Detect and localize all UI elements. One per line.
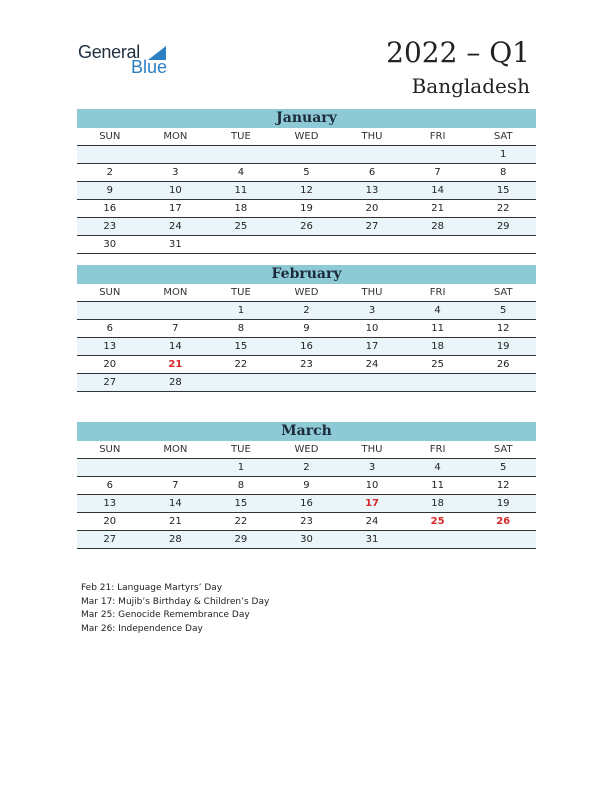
day-cell: 31 — [143, 236, 209, 254]
empty-day-cell — [274, 374, 340, 392]
empty-day-cell — [143, 459, 209, 477]
empty-day-cell — [470, 374, 536, 392]
day-cell: 24 — [339, 356, 405, 374]
day-cell: 16 — [77, 200, 143, 218]
week-row — [77, 356, 536, 374]
day-cell: 13 — [77, 495, 143, 513]
week-row — [77, 459, 536, 477]
empty-day-cell — [274, 146, 340, 164]
month-header: February — [77, 265, 536, 284]
day-cell: 10 — [143, 182, 209, 200]
day-cell: 16 — [274, 338, 340, 356]
day-cell: 1 — [470, 146, 536, 164]
week-row — [77, 200, 536, 218]
week-row — [77, 374, 536, 392]
weekday-label: TUE — [208, 441, 274, 459]
day-cell: 11 — [405, 320, 471, 338]
day-cell: 25 — [405, 356, 471, 374]
weekday-label: FRI — [405, 128, 471, 146]
day-cell: 2 — [274, 459, 340, 477]
day-cell: 18 — [405, 338, 471, 356]
week-row — [77, 513, 536, 531]
empty-day-cell — [339, 236, 405, 254]
day-cell: 7 — [143, 477, 209, 495]
weekday-label: TUE — [208, 284, 274, 302]
day-cell: 25 — [208, 218, 274, 236]
day-cell: 18 — [208, 200, 274, 218]
weekday-label: THU — [339, 284, 405, 302]
weekday-label: SAT — [470, 284, 536, 302]
holiday-note: Feb 21: Language Martyrs’ Day — [81, 583, 223, 593]
day-cell: 7 — [143, 320, 209, 338]
empty-day-cell — [77, 302, 143, 320]
empty-day-cell — [208, 146, 274, 164]
day-cell: 9 — [274, 320, 340, 338]
day-cell: 28 — [143, 531, 209, 549]
day-cell: 2 — [274, 302, 340, 320]
weekday-label: THU — [339, 441, 405, 459]
weekday-label: MON — [143, 441, 209, 459]
holiday-day-cell: 25 — [405, 513, 471, 531]
day-cell: 3 — [143, 164, 209, 182]
day-cell: 10 — [339, 477, 405, 495]
logo-general-text: General — [78, 42, 140, 62]
weekday-label: MON — [143, 128, 209, 146]
day-cell: 16 — [274, 495, 340, 513]
day-cell: 10 — [339, 320, 405, 338]
day-cell: 13 — [77, 338, 143, 356]
week-row — [77, 146, 536, 164]
holiday-note: Mar 26: Independence Day — [81, 623, 203, 634]
day-cell: 28 — [143, 374, 209, 392]
week-row — [77, 164, 536, 182]
day-cell: 27 — [77, 531, 143, 549]
weekday-label: WED — [274, 441, 340, 459]
month-grid — [77, 284, 536, 392]
empty-day-cell — [208, 374, 274, 392]
day-cell: 6 — [77, 320, 143, 338]
day-cell: 6 — [339, 164, 405, 182]
empty-day-cell — [143, 146, 209, 164]
weekday-label: WED — [274, 128, 340, 146]
empty-day-cell — [274, 236, 340, 254]
weekday-label: MON — [143, 284, 209, 302]
holiday-note: Mar 17: Mujib’s Birthday & Children’s Day — [81, 596, 270, 607]
empty-day-cell — [470, 531, 536, 549]
page-title: 2022 – Q1 — [386, 36, 530, 69]
day-cell: 27 — [339, 218, 405, 236]
weekday-label: SUN — [77, 128, 143, 146]
day-cell: 4 — [405, 302, 471, 320]
day-cell: 31 — [339, 531, 405, 549]
week-row — [77, 320, 536, 338]
month-header: March — [77, 422, 536, 441]
day-cell: 19 — [470, 338, 536, 356]
day-cell: 22 — [208, 513, 274, 531]
holiday-notes — [81, 582, 269, 636]
day-cell: 12 — [470, 320, 536, 338]
week-row — [77, 495, 536, 513]
day-cell: 9 — [274, 477, 340, 495]
day-cell: 28 — [405, 218, 471, 236]
empty-day-cell — [339, 146, 405, 164]
day-cell: 19 — [274, 200, 340, 218]
day-cell: 3 — [339, 302, 405, 320]
weekday-label: SUN — [77, 284, 143, 302]
day-cell: 19 — [470, 495, 536, 513]
week-row — [77, 338, 536, 356]
day-cell: 17 — [339, 338, 405, 356]
day-cell: 18 — [405, 495, 471, 513]
day-cell: 20 — [339, 200, 405, 218]
empty-day-cell — [405, 374, 471, 392]
day-cell: 22 — [470, 200, 536, 218]
day-cell: 24 — [143, 218, 209, 236]
day-cell: 1 — [208, 459, 274, 477]
month-calendar — [77, 265, 536, 392]
empty-day-cell — [208, 236, 274, 254]
weekday-header-row — [77, 128, 536, 146]
day-cell: 29 — [208, 531, 274, 549]
weekday-label: FRI — [405, 284, 471, 302]
day-cell: 7 — [405, 164, 471, 182]
week-row — [77, 218, 536, 236]
month-grid — [77, 128, 536, 254]
day-cell: 6 — [77, 477, 143, 495]
day-cell: 22 — [208, 356, 274, 374]
day-cell: 5 — [470, 459, 536, 477]
month-header: January — [77, 109, 536, 128]
day-cell: 8 — [208, 320, 274, 338]
weekday-label: THU — [339, 128, 405, 146]
day-cell: 2 — [77, 164, 143, 182]
weekday-header-row — [77, 441, 536, 459]
day-cell: 13 — [339, 182, 405, 200]
day-cell: 11 — [208, 182, 274, 200]
day-cell: 17 — [143, 200, 209, 218]
country-name: Bangladesh — [411, 74, 530, 98]
empty-day-cell — [77, 146, 143, 164]
day-cell: 12 — [470, 477, 536, 495]
day-cell: 5 — [274, 164, 340, 182]
holiday-day-cell: 26 — [470, 513, 536, 531]
day-cell: 23 — [77, 218, 143, 236]
week-row — [77, 531, 536, 549]
day-cell: 27 — [77, 374, 143, 392]
weekday-label: TUE — [208, 128, 274, 146]
holiday-note: Mar 25: Genocide Remembrance Day — [81, 610, 250, 620]
weekday-label: WED — [274, 284, 340, 302]
month-calendar — [77, 109, 536, 254]
day-cell: 4 — [208, 164, 274, 182]
day-cell: 23 — [274, 513, 340, 531]
empty-day-cell — [405, 236, 471, 254]
day-cell: 15 — [208, 495, 274, 513]
empty-day-cell — [470, 236, 536, 254]
empty-day-cell — [339, 374, 405, 392]
week-row — [77, 182, 536, 200]
day-cell: 11 — [405, 477, 471, 495]
logo-blue-text: Blue — [131, 57, 168, 77]
empty-day-cell — [405, 531, 471, 549]
empty-day-cell — [143, 302, 209, 320]
day-cell: 14 — [405, 182, 471, 200]
week-row — [77, 477, 536, 495]
day-cell: 26 — [274, 218, 340, 236]
day-cell: 29 — [470, 218, 536, 236]
day-cell: 8 — [470, 164, 536, 182]
day-cell: 23 — [274, 356, 340, 374]
weekday-label: FRI — [405, 441, 471, 459]
day-cell: 20 — [77, 356, 143, 374]
day-cell: 14 — [143, 495, 209, 513]
month-calendar — [77, 422, 536, 549]
day-cell: 14 — [143, 338, 209, 356]
day-cell: 8 — [208, 477, 274, 495]
day-cell: 4 — [405, 459, 471, 477]
holiday-day-cell: 21 — [143, 356, 209, 374]
month-grid — [77, 441, 536, 549]
holiday-day-cell: 17 — [339, 495, 405, 513]
day-cell: 15 — [208, 338, 274, 356]
day-cell: 5 — [470, 302, 536, 320]
logo — [78, 42, 178, 78]
day-cell: 15 — [470, 182, 536, 200]
day-cell: 30 — [274, 531, 340, 549]
week-row — [77, 236, 536, 254]
day-cell: 24 — [339, 513, 405, 531]
weekday-label: SAT — [470, 441, 536, 459]
day-cell: 26 — [470, 356, 536, 374]
day-cell: 12 — [274, 182, 340, 200]
weekday-label: SAT — [470, 128, 536, 146]
empty-day-cell — [77, 459, 143, 477]
day-cell: 3 — [339, 459, 405, 477]
day-cell: 30 — [77, 236, 143, 254]
week-row — [77, 302, 536, 320]
empty-day-cell — [405, 146, 471, 164]
weekday-header-row — [77, 284, 536, 302]
day-cell: 20 — [77, 513, 143, 531]
day-cell: 21 — [405, 200, 471, 218]
day-cell: 1 — [208, 302, 274, 320]
day-cell: 9 — [77, 182, 143, 200]
day-cell: 21 — [143, 513, 209, 531]
weekday-label: SUN — [77, 441, 143, 459]
